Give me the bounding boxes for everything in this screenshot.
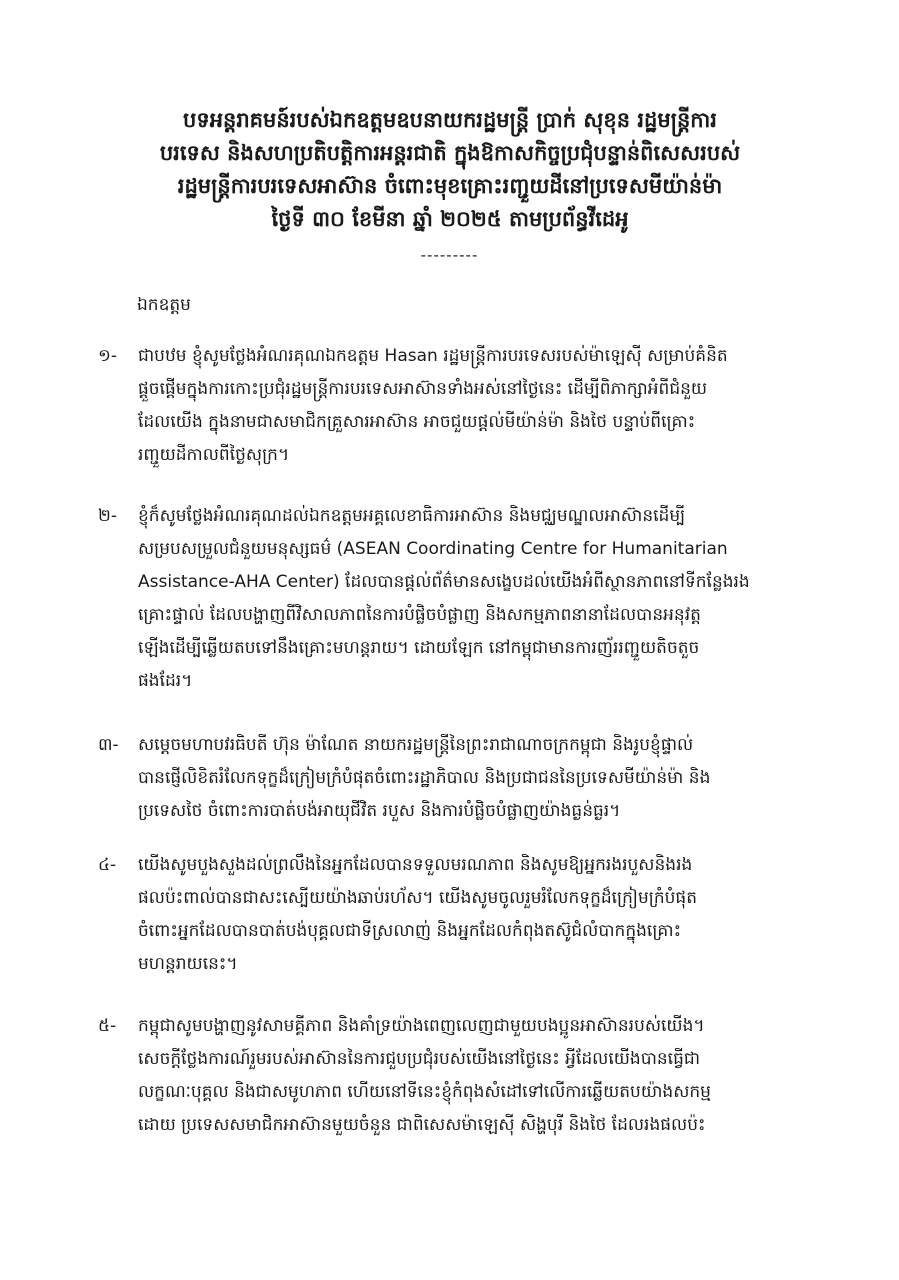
paragraph-line: Assistance-AHA Center) ដែលបានផ្តល់ព័ត៌មានសង្ខេបដល់យើងអំពីស្ថានភាពនៅទីកន្លែងរង xyxy=(138,572,750,592)
paragraph-line: សេចក្តីថ្លែងការណ៍រួមរបស់អាស៊ាននៃការជួបប្រជុំរបស់យើងនៅថ្ងៃនេះ អ្វីដែលយើងបានធ្វើជា xyxy=(138,1049,701,1069)
document-title xyxy=(120,104,780,236)
paragraph-body xyxy=(138,1010,798,1142)
title-line: រដ្ឋមន្ត្រីការបរទេសអាស៊ាន ចំពោះមុខគ្រោះរញ្ជួយដីនៅប្រទេសមីយ៉ាន់ម៉ា xyxy=(177,174,723,198)
paragraph-line: ផងដែរ។ xyxy=(138,671,193,691)
paragraph-number: ៥- xyxy=(98,1016,117,1036)
paragraph-body xyxy=(138,340,798,472)
title-line: បរទេស និងសហប្រតិបត្តិការអន្តរជាតិ ក្នុងឱកាសកិច្ចប្រជុំបន្ទាន់ពិសេសរបស់ xyxy=(159,141,741,165)
paragraph-line: គ្រោះផ្ទាល់ ដែលបង្ហាញពីវិសាលភាពនៃការបំផ្លិចបំផ្លាញ និងសកម្មភាពនានាដែលបានអនុវត្ត xyxy=(138,605,701,625)
paragraph-line: បានផ្ញើលិខិតរំលែកទុក្ខដ៏ក្រៀមក្រំបំផុតចំពោះរដ្ឋាភិបាល និងប្រជាជននៃប្រទេសមីយ៉ាន់ម៉ា និង xyxy=(138,768,711,788)
paragraph-line: លក្ខណៈបុគ្គល និងជាសមូហភាព ហើយនៅទីនេះខ្ញុំកំពុងសំដៅទៅលើការឆ្លើយតបយ៉ាងសកម្ម xyxy=(138,1082,711,1102)
paragraph-line: យើងសូមបួងសួងដល់ព្រលឹងនៃអ្នកដែលបានទទួលមរណភាព និងសូមឱ្យអ្នករងរបួសនិងរង xyxy=(138,855,693,875)
paragraph-1 xyxy=(98,340,798,472)
paragraph-5 xyxy=(98,1010,798,1142)
salutation: ឯកឧត្តម xyxy=(137,295,191,315)
paragraph-number: ៣- xyxy=(98,735,119,755)
paragraph-line: មហន្តរាយនេះ។ xyxy=(138,954,238,974)
paragraph-line: ផ្តួចផ្តើមក្នុងការកោះប្រជុំរដ្ឋមន្ត្រីការបរទេសអាស៊ានទាំងអស់នៅថ្ងៃនេះ ដើម្បីពិភាក្សាអំពីជំនួយ xyxy=(138,379,708,399)
paragraph-body xyxy=(138,500,798,698)
paragraph-line: ខ្ញុំក៏សូមថ្លែងអំណរគុណដល់ឯកឧត្តមអគ្គលេខាធិការអាស៊ាន និងមជ្ឈមណ្ឌលអាស៊ានដើម្បី xyxy=(138,506,686,526)
paragraph-line: រញ្ជួយដីកាលពីថ្ងៃសុក្រ។ xyxy=(138,445,290,465)
paragraph-line: ប្រទេសថៃ ចំពោះការបាត់បង់អាយុជីវិត របួស និងការបំផ្លិចបំផ្លាញយ៉ាងធ្ងន់ធ្ងរ។ xyxy=(138,801,621,821)
paragraph-4 xyxy=(98,849,798,981)
paragraph-line: ដែលយើង ក្នុងនាមជាសមាជិកគ្រួសារអាស៊ាន អាចជួយផ្តល់មីយ៉ាន់ម៉ា និងថៃ បន្ទាប់ពីគ្រោះ xyxy=(138,412,696,432)
paragraph-line: សម្របសម្រួលជំនួយមនុស្សធម៌ (ASEAN Coordinating Centre for Humanitarian xyxy=(138,539,728,559)
title-line: បទអន្តរាគមន៍របស់ឯកឧត្តមឧបនាយករដ្ឋមន្ត្រី ប្រាក់ សុខុន រដ្ឋមន្ត្រីការ xyxy=(183,108,717,132)
paragraph-body xyxy=(138,729,798,828)
paragraph-body xyxy=(138,849,798,981)
paragraph-3 xyxy=(98,729,798,828)
title-divider: --------- xyxy=(420,246,479,264)
paragraph-line: ដោយ ប្រទេសសមាជិកអាស៊ានមួយចំនួន ជាពិសេសម៉ាឡេស៊ី សិង្ហបុរី និងថៃ ដែលរងផលប៉ះ xyxy=(138,1115,706,1135)
paragraph-number: ២- xyxy=(98,506,118,526)
paragraph-number: ៤- xyxy=(98,855,117,875)
title-line: ថ្ងៃទី ៣០ ខែមីនា ឆ្នាំ ២០២៥ តាមប្រព័ន្ធវីដេអូ xyxy=(271,207,629,231)
paragraph-line: ផលប៉ះពាល់បានជាសះស្បើយយ៉ាងឆាប់រហ័ស។ យើងសូមចូលរួមរំលែកទុក្ខដ៏ក្រៀមក្រំបំផុត xyxy=(138,888,697,908)
paragraph-line: សម្តេចមហាបវរធិបតី ហ៊ុន ម៉ាណែត នាយករដ្ឋមន្ត្រីនៃព្រះរាជាណាចក្រកម្ពុជា និងរូបខ្ញុំផ្ទាល់ xyxy=(138,735,694,755)
paragraph-line: ឡើងដើម្បីឆ្លើយតបទៅនឹងគ្រោះមហន្តរាយ។ ដោយឡែក នៅកម្ពុជាមានការញ័ររញ្ជួយតិចតួច xyxy=(138,638,700,658)
paragraph-line: ជាបឋម ខ្ញុំសូមថ្លែងអំណរគុណឯកឧត្តម Hasan រដ្ឋមន្ត្រីការបរទេសរបស់ម៉ាឡេស៊ី សម្រាប់គំនិត xyxy=(138,346,728,366)
paragraph-number: ១- xyxy=(98,346,118,366)
paragraph-2 xyxy=(98,500,798,698)
paragraph-line: កម្ពុជាសូមបង្ហាញនូវសាមគ្គីភាព និងគាំទ្រយ៉ាងពេញលេញជាមួយបងប្អូនអាស៊ានរបស់យើង។ xyxy=(138,1016,705,1036)
paragraph-line: ចំពោះអ្នកដែលបានបាត់បង់បុគ្គលជាទីស្រលាញ់ និងអ្នកដែលកំពុងតស៊ូជំលំបាកក្នុងគ្រោះ xyxy=(138,921,682,941)
